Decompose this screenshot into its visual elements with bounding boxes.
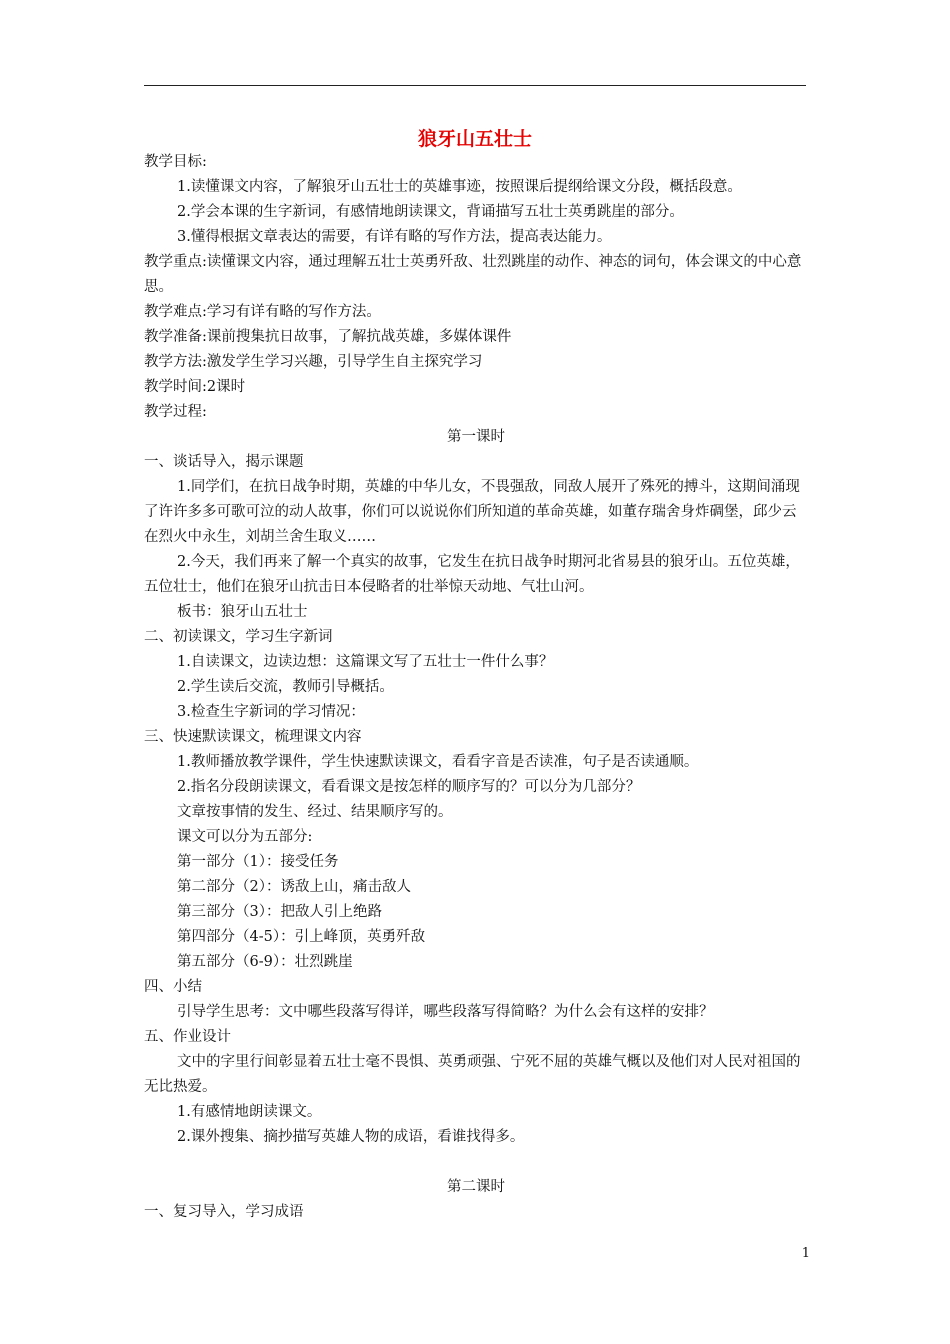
section-heading: 三、快速默读课文，梳理课文内容 bbox=[144, 729, 362, 745]
preparation: 教学准备:课前搜集抗日故事，了解抗战英雄，多媒体课件 bbox=[144, 329, 512, 345]
document-title: 狼牙山五壮士 bbox=[417, 128, 532, 150]
paragraph: 文中的字里行间彰显着五壮士毫不畏惧、英勇顽强、宁死不屈的英雄气概以及他们对人民对祖国的无比热爱。 bbox=[144, 1054, 801, 1095]
objective-item: 1.读懂课文内容，了解狼牙山五壮士的英雄事迹，按照课后提纲给课文分段，概括段意。 bbox=[177, 179, 742, 195]
list-item: 2.课外搜集、摘抄描写英雄人物的成语，看谁找得多。 bbox=[177, 1129, 525, 1145]
section-heading: 二、初读课文，学习生字新词 bbox=[144, 629, 333, 645]
list-item: 3.检查生字新词的学习情况： bbox=[177, 704, 365, 720]
list-item: 第四部分（4-5）：引上峰顶，英勇歼敌 bbox=[177, 929, 426, 945]
list-item: 2.学生读后交流，教师引导概括。 bbox=[177, 679, 394, 695]
paragraph: 引导学生思考：文中哪些段落写得详，哪些段落写得简略？为什么会有这样的安排？ bbox=[177, 1004, 714, 1020]
process-label: 教学过程: bbox=[144, 404, 207, 420]
teaching-method: 教学方法:激发学生学习兴趣，引导学生自主探究学习 bbox=[144, 354, 483, 370]
objective-item: 2.学会本课的生字新词，有感情地朗读课文，背诵描写五壮士英勇跳崖的部分。 bbox=[177, 204, 684, 220]
list-item: 1.教师播放教学课件，学生快速默读课文，看看字音是否读准，句子是否读通顺。 bbox=[177, 754, 699, 770]
page-number: 1 bbox=[801, 1246, 810, 1261]
board-writing: 板书：狼牙山五壮士 bbox=[177, 604, 308, 620]
list-item: 文章按事情的发生、经过、结果顺序写的。 bbox=[177, 804, 453, 820]
paragraph: 2.今天，我们再来了解一个真实的故事，它发生在抗日战争时期河北省易县的狼牙山。五位英雄，五位壮士，他们在狼牙山抗击日本侵略者的壮举惊天动地、气壮山河。 bbox=[144, 554, 800, 595]
section-heading: 一、复习导入，学习成语 bbox=[144, 1204, 304, 1220]
list-item: 第一部分（1）：接受任务 bbox=[177, 854, 339, 870]
list-item: 1.有感情地朗读课文。 bbox=[177, 1104, 322, 1120]
objective-item: 3.懂得根据文章表达的需要，有详有略的写作方法，提高表达能力。 bbox=[177, 229, 612, 245]
section-heading: 四、小结 bbox=[144, 979, 202, 995]
list-item: 第三部分（3）：把敌人引上绝路 bbox=[177, 904, 382, 920]
list-item: 课文可以分为五部分: bbox=[177, 829, 313, 845]
section-heading: 五、作业设计 bbox=[144, 1029, 231, 1045]
key-point: 教学重点:读懂课文内容，通过理解五壮士英勇歼敌、壮烈跳崖的动作、神态的词句，体会课文的中心意思。 bbox=[144, 254, 802, 295]
header-rule bbox=[144, 85, 806, 86]
document-body bbox=[144, 150, 808, 1225]
difficulty: 教学难点:学习有详有略的写作方法。 bbox=[144, 304, 381, 320]
lesson2-heading: 第二课时 bbox=[447, 1179, 505, 1195]
teaching-time: 教学时间:2课时 bbox=[144, 379, 246, 395]
list-item: 2.指名分段朗读课文，看看课文是按怎样的顺序写的？可以分为几部分？ bbox=[177, 779, 641, 795]
lesson1-heading: 第一课时 bbox=[447, 429, 505, 445]
list-item: 第五部分（6-9）：壮烈跳崖 bbox=[177, 954, 353, 970]
section-heading: 一、谈话导入，揭示课题 bbox=[144, 454, 304, 470]
paragraph: 1.同学们，在抗日战争时期，英雄的中华儿女，不畏强敌，同敌人展开了殊死的搏斗，这期间涌现了许许多多可歌可泣的动人故事，你们可以说说你们所知道的革命英雄，如董存瑞舍身炸碉堡，邱少云在烈火中永生，刘胡兰舍生取义…… bbox=[144, 479, 800, 545]
list-item: 1.自读课文，边读边想：这篇课文写了五壮士一件什么事？ bbox=[177, 654, 554, 670]
list-item: 第二部分（2）：诱敌上山，痛击敌人 bbox=[177, 879, 411, 895]
objectives-label: 教学目标: bbox=[144, 154, 207, 170]
